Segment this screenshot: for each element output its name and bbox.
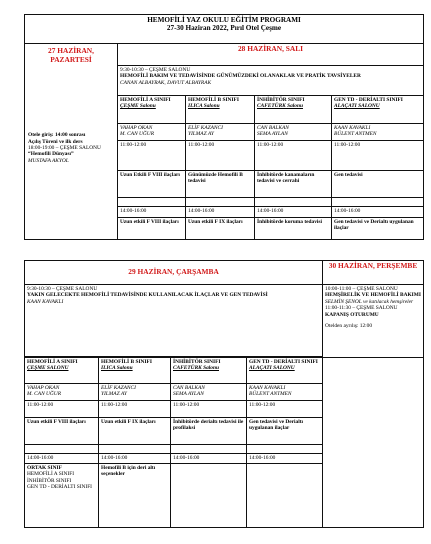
day30-time-1: 10:00-11:00 – ÇEŞME SALONU <box>325 286 398 292</box>
empty-cell <box>247 445 323 454</box>
group-header: HEMOFİLİ A SINIFI ÇEŞME Salonu <box>118 96 186 124</box>
slot-time: 11:00-12:00 <box>25 401 99 418</box>
nursing-session-speakers: SELMİN ŞENOL ve katılacak hemşireler <box>325 298 414 305</box>
slot-time: 14:00-16:00 <box>99 454 171 464</box>
empty-cell <box>255 198 332 207</box>
day-27-info <box>28 132 114 164</box>
slot-time: 11:00-12:00 <box>247 401 323 418</box>
empty-cell <box>25 445 99 454</box>
joint-class-group: İNHİBİTÖR SINIFI <box>27 477 72 484</box>
opening-lecture-speaker: MUSTAFA AKYOL <box>28 157 69 164</box>
session-topic: Gen tedavisi ve Derialtı uygulanan ilaçlar <box>247 418 323 445</box>
group-teachers: ELİF KAZANCI YILMAZ AY <box>99 384 171 401</box>
empty-cell <box>171 464 247 528</box>
empty-cell <box>323 358 424 528</box>
closing-session-title: KAPANIŞ OTURUMU <box>325 311 379 318</box>
group-teachers: VAHAP OKAN M. CAN UĞUR <box>25 384 99 401</box>
schedule-table-2 <box>24 260 424 528</box>
session-topic: Gen tedavisi ve Derialtı uygulanan ilaçlar <box>332 218 424 240</box>
session-topic: Uzun etkili F VIII ilaçları <box>25 418 99 445</box>
opening-time: 18:00-19:00 – ÇEŞME SALONU <box>28 145 101 151</box>
group-header: İNHİBİTÖR SINIFI CAFETÜRK Salonu <box>255 96 332 124</box>
slot-time: 14:00-16:00 <box>171 454 247 464</box>
group-teachers: CAN BALKAN SEMA AYLAN <box>255 124 332 141</box>
group-teachers: ELİF KAZANCI YILMAZ AY <box>186 124 255 141</box>
empty-cell <box>99 445 171 454</box>
empty-cell <box>332 198 424 207</box>
group-header: GEN TD - DERİALTI SINIFI ALAÇATI SALONU <box>332 96 424 124</box>
slot-time: 14:00-16:00 <box>255 207 332 218</box>
slot-time: 11:00-12:00 <box>171 401 247 418</box>
nursing-session-title: HEMŞİRELİK VE HEMOFİLİ BAKIMI <box>325 292 421 299</box>
day-27-column <box>25 44 118 240</box>
day-27-heading: 27 HAZİRAN, PAZARTESİ <box>48 46 94 64</box>
opening-lecture-title: “Hemofili Dünyası” <box>28 151 74 158</box>
slot-time: 11:00-12:00 <box>255 141 332 171</box>
joint-class-title: ORTAK SINIF <box>27 465 62 471</box>
joint-class <box>25 464 99 528</box>
day-28-plenary <box>118 66 424 96</box>
plenary-speaker: KAAN KAVAKLI <box>27 298 64 305</box>
day-28-heading: 28 HAZİRAN, SALI <box>118 44 424 66</box>
group-header: HEMOFİLİ A SINIFI ÇEŞME SALONU <box>25 358 99 384</box>
page-title: HEMOFİLİ YAZ OKULU EĞİTİM PROGRAMI <box>147 16 301 24</box>
slot-time: 11:00-12:00 <box>118 141 186 171</box>
session-topic: Gen tedavisi <box>332 171 424 198</box>
slot-time: 14:00-16:00 <box>332 207 424 218</box>
joint-class-group: HEMOFİLİ A SINIFI <box>27 471 75 478</box>
slot-time: 11:00-12:00 <box>332 141 424 171</box>
day-30-program <box>323 285 424 358</box>
group-header: HEMOFİLİ B SINIFI ILICA Salonu <box>99 358 171 384</box>
slot-time: 14:00-16:00 <box>118 207 186 218</box>
joint-class-group: GEN TD - DERİALTI SINIFI <box>27 484 92 491</box>
plenary-title: YAKIN GELECEKTE HEMOFİLİ TEDAVİSİNDE KULLANILACAK İLAÇLAR VE GEN TEDAVİSİ <box>27 292 268 299</box>
group-header: HEMOFİLİ B SINIFI ILICA Salonu <box>186 96 255 124</box>
schedule-header <box>25 15 424 44</box>
hotel-checkin: Otele giriş: 14:00 sonrası <box>28 132 86 139</box>
slot-time: 14:00-16:00 <box>186 207 255 218</box>
day30-time-2: 11:00-11:30 – ÇEŞME SALONU <box>325 305 398 312</box>
session-topic: İnhibitörde derialtı tedavisi ile profilaksi <box>171 418 247 445</box>
plenary-title: HEMOFİLİ BAKIM VE TEDAVİSİNDE GÜNÜMÜZDEKİ OLANAKLAR VE PRATİK TAVSİYELER <box>120 73 361 80</box>
slot-time: 14:00-16:00 <box>247 454 323 464</box>
slot-time: 11:00-12:00 <box>99 401 171 418</box>
schedule-table-1 <box>24 14 424 240</box>
session-topic: Uzun etkili F IX ilaçları <box>99 418 171 445</box>
empty-cell <box>171 445 247 454</box>
group-teachers: KAAN KAVAKLI BÜLENT ANTMEN <box>332 124 424 141</box>
plenary-time: 9:30-10:30 – ÇEŞME SALONU <box>27 286 98 292</box>
session-topic: İnhibitörde koruma tedavisi <box>255 218 332 240</box>
session-topic: Uzun etkili F VIII ilaçları <box>118 218 186 240</box>
session-topic: Uzun etkili F IX ilaçları <box>186 218 255 240</box>
day-29-plenary <box>25 285 323 357</box>
group-header: GEN TD - DERİALTI SINIFI ALAÇATI SALONU <box>247 358 323 384</box>
page-subtitle: 27-30 Haziran 2022, Pırıl Otel Çeşme <box>166 24 282 33</box>
session-topic: Uzun Etkili F VIII ilaçları <box>118 171 186 198</box>
session-topic: Günümüzde Hemofili B tedavisi <box>186 171 255 198</box>
group-teachers: VAHAP OKAN M. CAN UĞUR <box>118 124 186 141</box>
opening-ceremony: Açılış Töreni ve ilk ders <box>28 138 83 145</box>
session-topic: İnhibitörde kanamaların tedavisi ve cerrahi <box>255 171 332 198</box>
plenary-speakers: CANAN ALBAYRAK, DAVUT ALBAYRAK <box>120 79 212 86</box>
empty-cell <box>247 464 323 528</box>
slot-time: 14:00-16:00 <box>25 454 99 464</box>
slot-time: 11:00-12:00 <box>186 141 255 171</box>
group-teachers: CAN BALKAN SEMA AYLAN <box>171 384 247 401</box>
day-30-heading: 30 HAZİRAN, PERŞEMBE <box>323 261 424 285</box>
group-teachers: KAAN KAVAKLI BÜLENT ANTMEN <box>247 384 323 401</box>
empty-cell <box>186 198 255 207</box>
group-header: İNHİBİTÖR SINIFI CAFETÜRK Salonu <box>171 358 247 384</box>
empty-cell <box>118 198 186 207</box>
session-topic: Hemofili B için deri altı seçenekler <box>99 464 171 528</box>
plenary-time: 9:30-10:30 – ÇEŞME SALONU <box>120 67 191 73</box>
day-29-heading: 29 HAZİRAN, ÇARŞAMBA <box>25 261 323 285</box>
hotel-checkout: Otelden ayrılış: 12:00 <box>325 323 373 330</box>
